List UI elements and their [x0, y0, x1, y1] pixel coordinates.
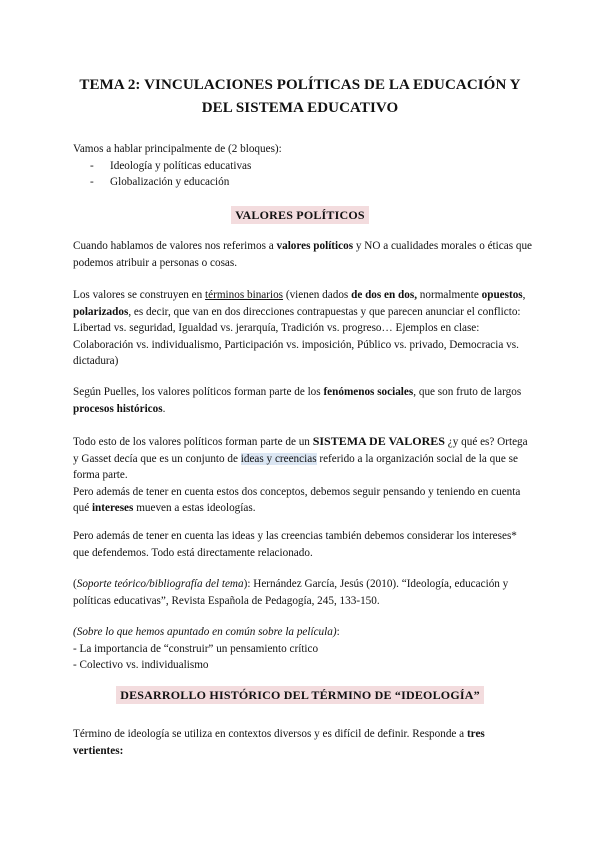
text-run: ( — [73, 578, 77, 590]
paragraph-bibliografia — [73, 576, 533, 609]
list-item: - Colectivo vs. individualismo — [73, 659, 209, 671]
paragraph-text — [73, 624, 533, 641]
bold-text: intereses — [91, 502, 134, 514]
text-run: Todo esto de los valores políticos forman parte de un — [73, 436, 313, 448]
paragraph-text — [73, 433, 533, 484]
intro-block — [73, 141, 533, 191]
list-item: - La importancia de “construir” un pensamiento crítico — [73, 642, 319, 655]
bold-text: tres vertientes: — [73, 728, 485, 757]
section-heading-valores: VALORES POLÍTICOS — [231, 206, 369, 224]
italic-text: Soporte teórico/bibliografía del tema — [76, 578, 244, 590]
list-item: - Ideología y políticas educativas — [73, 158, 533, 175]
text-run: Cuando hablamos de valores nos referimos a — [73, 240, 277, 252]
bold-text: polarizados — [73, 305, 129, 318]
text-run: . — [162, 402, 166, 415]
page-title-line-1: TEMA 2: VINCULACIONES POLÍTICAS DE LA EDUCACIÓN Y — [79, 77, 521, 93]
highlighted-text: ideas y creencias — [240, 452, 317, 465]
bold-text: de dos en dos, — [351, 289, 417, 301]
paragraph-puelles — [73, 384, 533, 417]
intro-text: Vamos a hablar principalmente de (2 bloques): — [73, 143, 282, 155]
text-run: normalmente — [417, 289, 482, 301]
paragraph-text: Pero además de tener en cuenta las ideas y las creencias también debemos considerar los intereses* que defendemos. Todo está directamente relacionado. — [73, 530, 517, 559]
paragraph-sistema-valores — [73, 433, 533, 517]
paragraph-text — [73, 384, 533, 417]
text-run: mueven a estas ideologías. — [133, 502, 256, 514]
paragraph-intereses — [73, 528, 533, 561]
bold-text: fenómenos sociales — [323, 386, 414, 398]
text-run: ): Hernández García, Jesús (2010). “Ideología, educación y políticas educativas”, Revista Española de Pedagogía, 245, 133-150. — [73, 578, 509, 607]
paragraph-valores-definicion — [73, 238, 533, 271]
paragraph-text — [73, 576, 533, 609]
text-run: , que son fruto de largos — [413, 386, 522, 398]
text-run: Pero además de tener en cuenta estos dos conceptos, debemos seguir pensando y teniendo en cuenta qué — [73, 485, 521, 514]
text-run: , — [522, 289, 526, 301]
page-title — [60, 74, 540, 120]
text-run: y NO a cualidades morales o éticas que podemos atribuir a personas o cosas. — [73, 240, 532, 269]
text-run: : — [336, 626, 340, 638]
paragraph-ideologia — [73, 726, 533, 759]
bold-text: opuestos — [481, 289, 523, 301]
italic-text: (Sobre lo que hemos apuntado en común sobre la película) — [73, 626, 337, 638]
paragraph-text — [73, 287, 533, 370]
paragraph-terminos-binarios — [73, 287, 533, 370]
text-run: Los valores se construyen en — [73, 289, 206, 301]
underlined-text: términos binarios — [205, 289, 284, 301]
text-run: , es decir, que van en dos direcciones contrapuestas y que parecen anunciar el conflicto: Libertad vs. seguridad, Igualdad vs. jerarquía, Tradición vs. progreso… Ejemplos en clase: Colaboración vs. individualismo, Participación vs. imposición, Público vs. privado, Democracia vs. dictadura) — [73, 305, 521, 367]
section-heading-wrap — [0, 206, 600, 224]
text-run: (vienen dados — [283, 289, 352, 301]
text-run: Término de ideología se utiliza en contextos diversos y es difícil de definir. Responde a — [73, 728, 467, 740]
section-heading-wrap — [0, 686, 600, 704]
bold-text: valores políticos — [276, 240, 354, 252]
bold-text: SISTEMA DE VALORES — [312, 434, 445, 448]
text-run: referido a la organización social de la que se forma parte. — [73, 452, 518, 481]
paragraph-text — [73, 238, 533, 271]
page-title-line-2: DEL SISTEMA EDUCATIVO — [201, 100, 399, 116]
paragraph-text — [73, 484, 533, 517]
paragraph-text — [73, 726, 533, 759]
intro-list — [73, 158, 533, 191]
bold-text: procesos históricos — [73, 402, 163, 415]
text-run: Según Puelles, los valores políticos forman parte de los — [73, 386, 324, 398]
paragraph-pelicula — [73, 624, 533, 674]
list-item: - Globalización y educación — [73, 174, 533, 191]
text-run: ¿y qué es? Ortega y Gasset decía que es un conjunto de — [73, 436, 528, 465]
section-heading-ideologia: DESARROLLO HISTÓRICO DEL TÉRMINO DE “IDEOLOGÍA” — [116, 686, 484, 704]
